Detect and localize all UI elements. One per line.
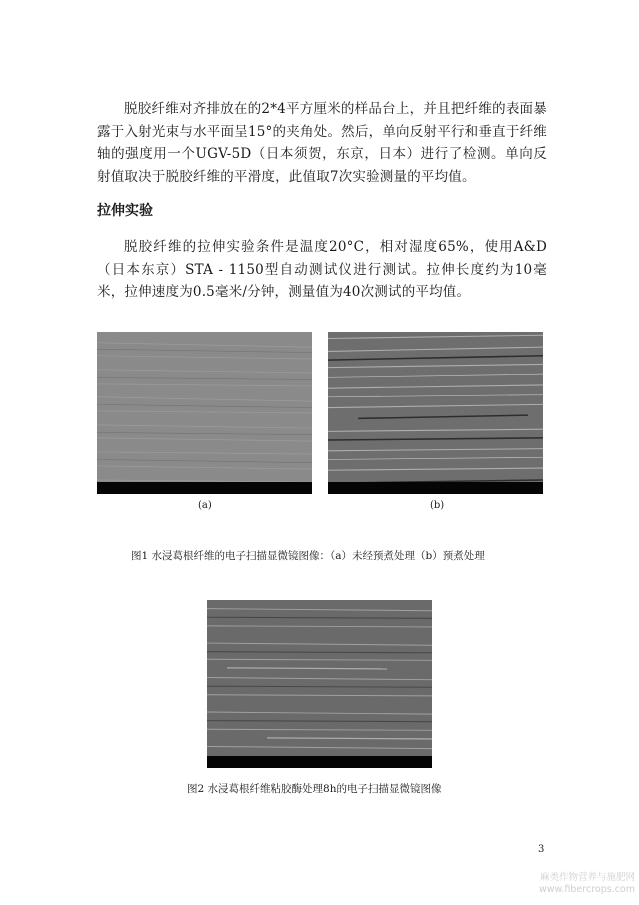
watermark-line-2: www.fibercrops.com xyxy=(538,884,635,895)
fiber-texture-2 xyxy=(207,600,432,768)
sem-info-bar-b xyxy=(328,482,543,494)
body-paragraph-reflectance: 脱胶纤维对齐排放在的2*4平方厘米的样品台上，并且把纤维的表面暴露于入射光束与水平面呈15°的夹角处。然后，单向反射平行和垂直于纤维轴的强度用一个UGV-5D（日本须贺，东京，日本）进行了检测。单向反射值取决于脱胶纤维的平滑度，此值取7次实验测量的平均值。 xyxy=(97,101,547,185)
sem-info-bar-2 xyxy=(207,756,432,768)
figure2-caption: 图2 水浸葛根纤维粘胶酶处理8h的电子扫描显微镜图像 xyxy=(187,783,442,795)
body-paragraph-tensile: 脱胶纤维的拉伸实验条件是温度20°C，相对湿度65%，使用A&D（日本东京）STA - 1150型自动测试仪进行测试。拉伸长度约为10毫米，拉伸速度为0.5毫米/分钟，测量值为40次测试的平均值。 xyxy=(97,239,547,300)
sem-info-bar-a xyxy=(97,482,312,494)
fiber-texture-b xyxy=(328,332,543,494)
figure1-label-b: (b) xyxy=(430,500,445,511)
watermark-line-1: 麻类作物营养与施肥网 xyxy=(539,872,635,883)
section-heading-tensile: 拉伸实验 xyxy=(97,203,153,219)
page-number: 3 xyxy=(538,844,545,855)
site-watermark xyxy=(515,872,635,896)
sem-image-b xyxy=(328,332,543,494)
figure1-label-a: (a) xyxy=(198,500,212,511)
sem-image-2 xyxy=(207,600,432,768)
fiber-texture-a xyxy=(97,332,312,494)
sem-image-a xyxy=(97,332,312,494)
figure1-caption: 图1 水浸葛根纤维的电子扫描显微镜图像：（a）未经预煮处理（b）预煮处理 xyxy=(131,550,485,562)
